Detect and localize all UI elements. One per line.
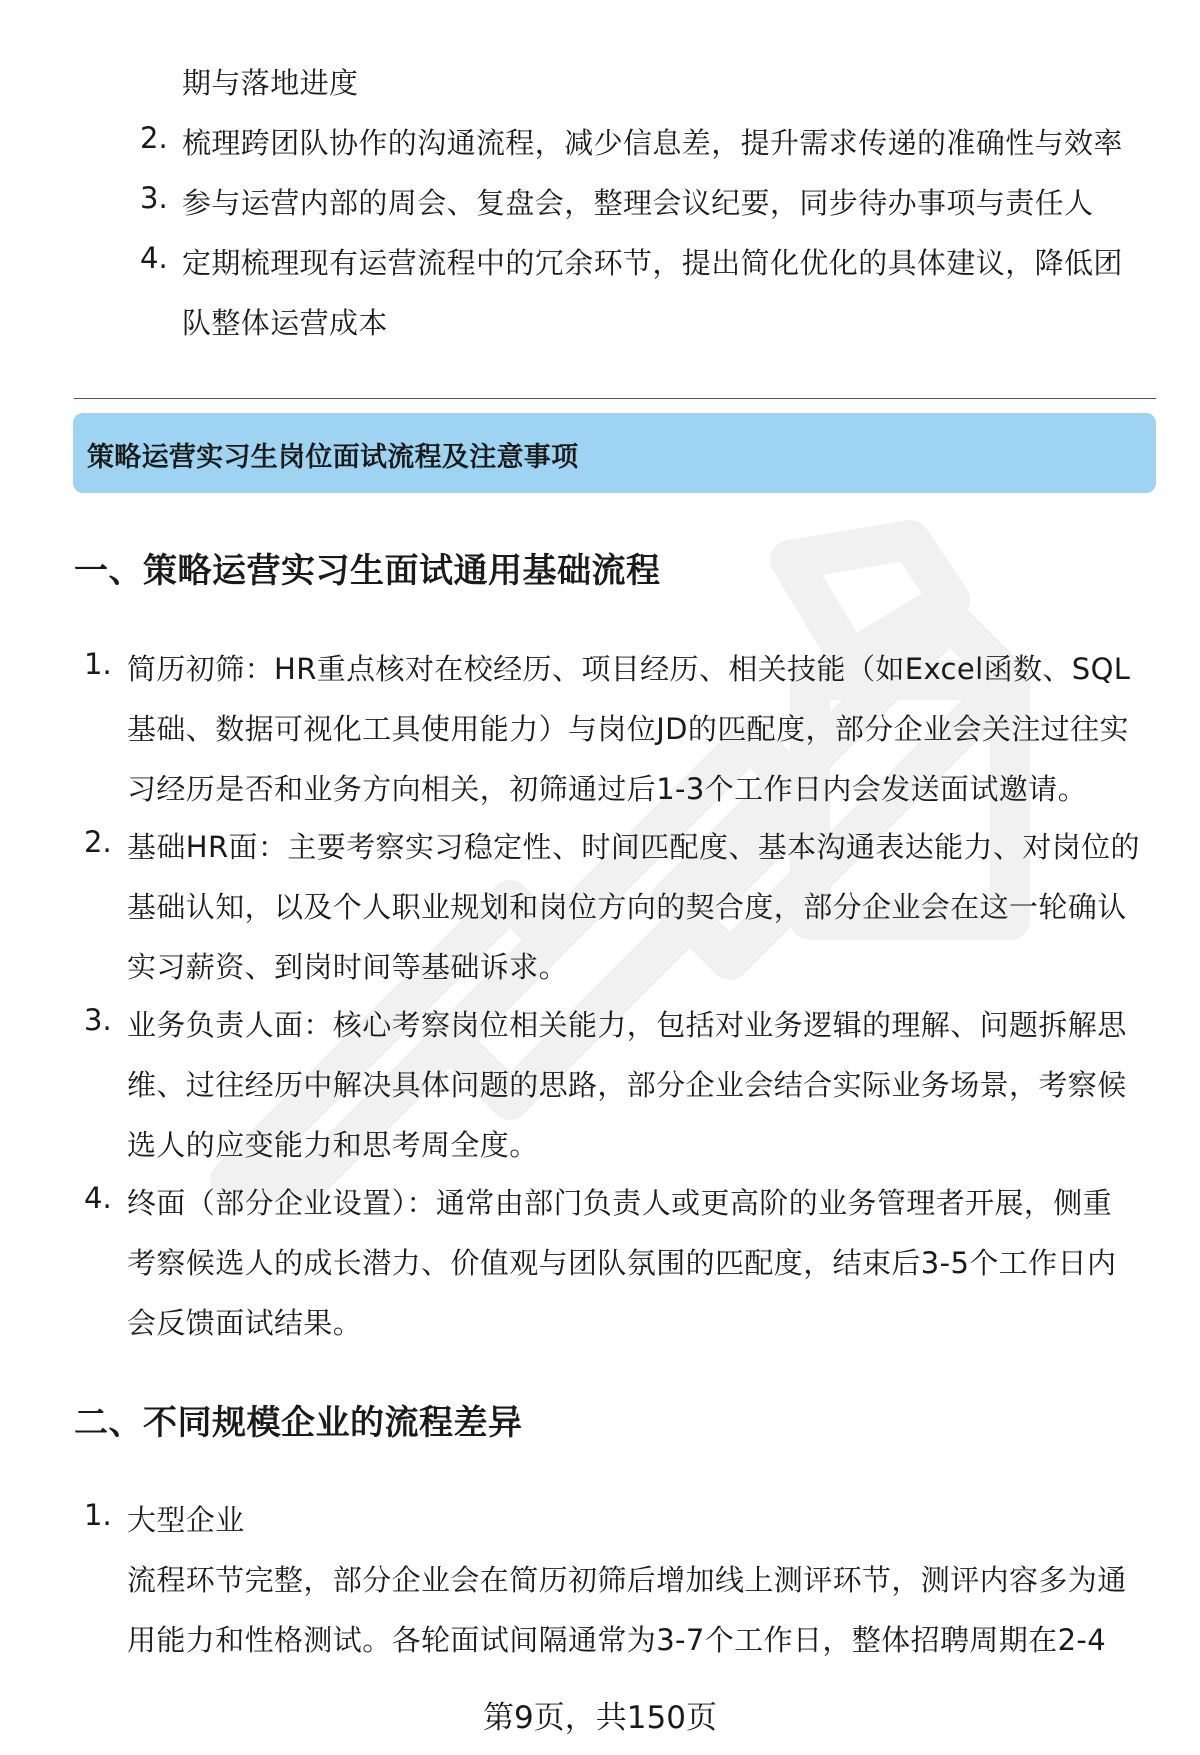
list-item-line: 流程环节完整，部分企业会在简历初筛后增加线上测评环节，测评内容多为通 bbox=[127, 1563, 1127, 1597]
list-item-line: 终面（部分企业设置）：通常由部门负责人或更高阶的业务管理者开展，侧重 bbox=[127, 1186, 1113, 1220]
list-number: 1. bbox=[84, 647, 112, 681]
list-number: 3. bbox=[84, 1003, 112, 1037]
list-item-line: 简历初筛：HR重点核对在校经历、项目经历、相关技能（如Excel函数、SQL bbox=[127, 652, 1131, 686]
list-item-line: 队整体运营成本 bbox=[182, 306, 388, 340]
list-number: 2. bbox=[140, 121, 168, 155]
list-continuation-text: 期与落地进度 bbox=[182, 66, 359, 100]
list-item-title: 大型企业 bbox=[127, 1503, 245, 1537]
list-item-line: 定期梳理现有运营流程中的冗余环节，提出简化优化的具体建议，降低团 bbox=[182, 246, 1123, 280]
list-item-line: 参与运营内部的周会、复盘会，整理会议纪要，同步待办事项与责任人 bbox=[182, 186, 1094, 220]
list-item-line: 选人的应变能力和思考周全度。 bbox=[127, 1128, 539, 1162]
banner-title: 策略运营实习生岗位面试流程及注意事项 bbox=[87, 442, 579, 473]
list-number: 4. bbox=[84, 1181, 112, 1215]
list-item-line: 维、过往经历中解决具体问题的思路，部分企业会结合实际业务场景，考察候 bbox=[127, 1068, 1127, 1102]
title-banner bbox=[73, 413, 1156, 493]
list-item-line: 基础、数据可视化工具使用能力）与岗位JD的匹配度，部分企业会关注过往实 bbox=[127, 712, 1129, 746]
list-item-line: 实习薪资、到岗时间等基础诉求。 bbox=[127, 950, 569, 984]
list-number: 3. bbox=[140, 181, 168, 215]
page-number-footer: 第9页，共150页 bbox=[483, 1700, 717, 1736]
list-item-line: 业务负责人面：核心考察岗位相关能力，包括对业务逻辑的理解、问题拆解思 bbox=[127, 1008, 1127, 1042]
list-item-line: 考察候选人的成长潜力、价值观与团队氛围的匹配度，结束后3-5个工作日内 bbox=[127, 1246, 1117, 1280]
list-number: 4. bbox=[140, 241, 168, 275]
list-item-line: 基础HR面：主要考察实习稳定性、时间匹配度、基本沟通表达能力、对岗位的 bbox=[127, 830, 1140, 864]
section-heading: 二、不同规模企业的流程差异 bbox=[74, 1403, 523, 1443]
list-item-line: 会反馈面试结果。 bbox=[127, 1306, 363, 1340]
list-item-line: 习经历是否和业务方向相关，初筛通过后1-3个工作日内会发送面试邀请。 bbox=[127, 772, 1087, 806]
list-number: 2. bbox=[84, 825, 112, 859]
section-divider bbox=[74, 398, 1156, 399]
list-item-line: 用能力和性格测试。各轮面试间隔通常为3-7个工作日，整体招聘周期在2-4 bbox=[127, 1623, 1107, 1657]
list-item-line: 梳理跨团队协作的沟通流程，减少信息差，提升需求传递的准确性与效率 bbox=[182, 126, 1123, 160]
section-heading: 一、策略运营实习生面试通用基础流程 bbox=[74, 551, 661, 591]
list-number: 1. bbox=[84, 1498, 112, 1532]
list-item-line: 基础认知，以及个人职业规划和岗位方向的契合度，部分企业会在这一轮确认 bbox=[127, 890, 1127, 924]
